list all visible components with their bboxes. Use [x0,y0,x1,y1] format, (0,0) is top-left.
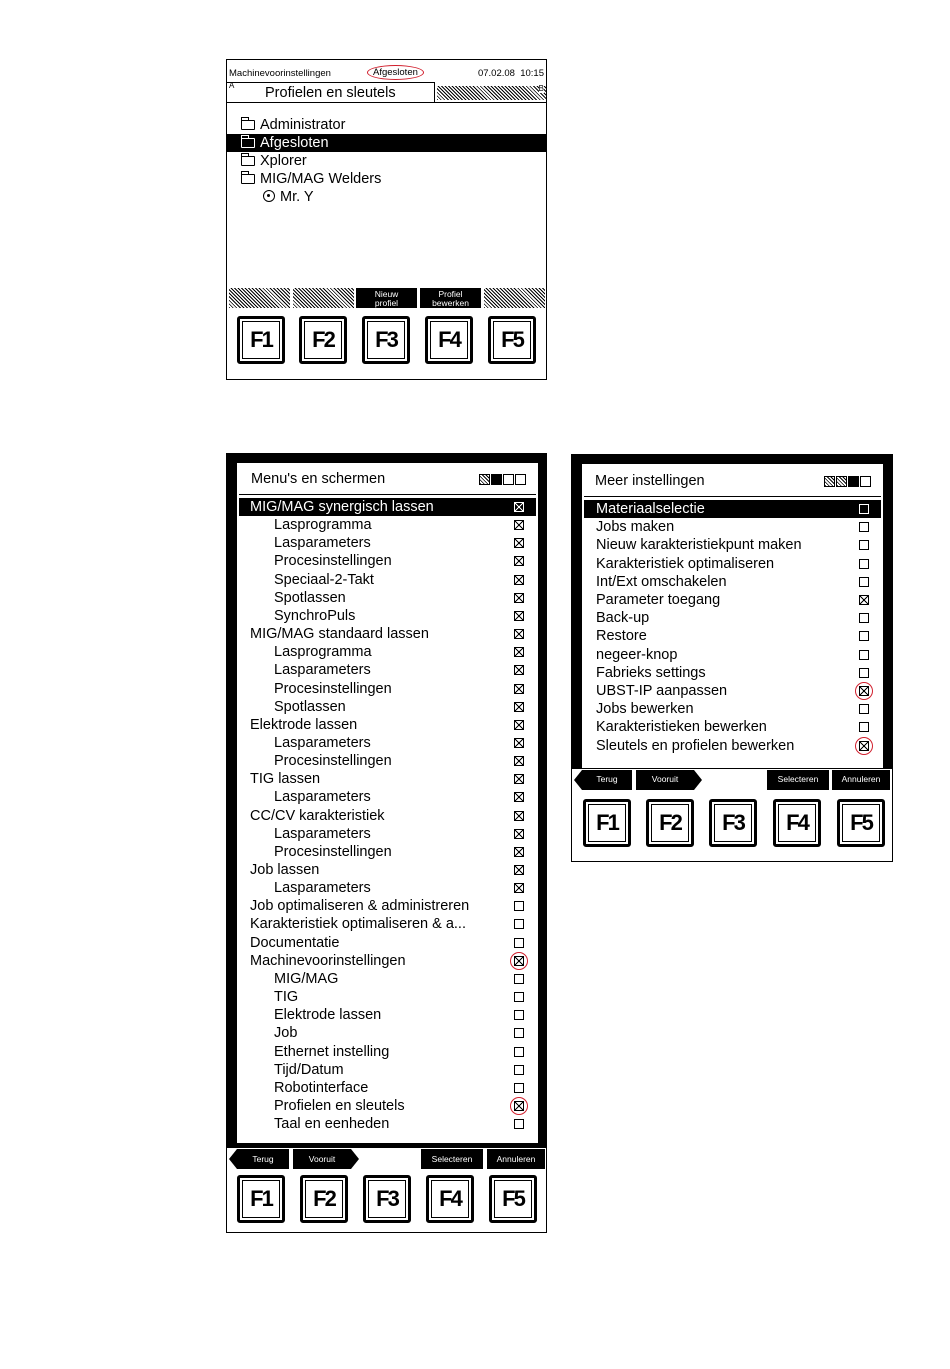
page-progress [478,474,526,485]
checkbox[interactable] [514,901,524,911]
list-item-label: Sleutels en profielen bewerken [596,737,795,754]
page-progress [823,476,871,487]
softkey-label: Vooruit [651,774,679,784]
highlight-ring [510,952,528,970]
folder-icon [241,138,255,148]
list-item-label: Profielen en sleutels [274,1097,405,1114]
list-item-label: Elektrode lassen [250,716,358,733]
list-item[interactable] [584,646,881,664]
tree-item-label: Mr. Y [280,189,314,205]
checkbox[interactable] [859,504,869,514]
list-item-label: Spotlassen [274,698,346,715]
list-item-label: Procesinstellingen [274,680,392,697]
tab-letter-a: A [229,81,235,90]
list-item[interactable] [239,1061,536,1079]
softkey-label: Nieuw profiel [374,289,399,308]
list-item-label: Procesinstellingen [274,843,392,860]
list-item[interactable] [239,952,536,970]
function-key-f5[interactable]: F5 [837,799,885,847]
softkey-1[interactable] [237,1149,289,1169]
softkey-bar [227,288,546,308]
checkbox-checked[interactable] [514,720,524,730]
list-item-label: Int/Ext omschakelen [596,573,727,590]
list-item-label: Lasparameters [274,789,371,806]
checkbox-checked[interactable] [514,502,524,512]
list-item-label: Restore [596,628,647,645]
list-item-label: Job [274,1025,298,1042]
profiles-panel [226,59,547,380]
list-item[interactable] [239,915,536,933]
softkey-2[interactable] [636,770,694,790]
list-item[interactable] [239,698,536,716]
checkbox[interactable] [514,1028,524,1038]
function-key-f2[interactable]: F2 [299,316,347,364]
checkbox[interactable] [514,974,524,984]
checkbox-checked[interactable] [514,665,524,675]
softkey-label: Annuleren [841,774,881,784]
folder-open-icon [241,174,255,184]
title-divider [584,496,881,497]
checkbox[interactable] [514,1010,524,1020]
list-item-label: negeer-knop [596,646,678,663]
list-item[interactable] [239,843,536,861]
tab-row [227,82,546,103]
menus-screen [236,462,539,1144]
list-item[interactable] [239,1115,536,1133]
checkbox[interactable] [859,704,869,714]
list-item-label: Parameter toegang [596,592,721,608]
list-item-label: TIG [274,989,299,1006]
list-item[interactable] [239,934,536,952]
function-key-f4[interactable]: F4 [426,1175,474,1223]
list-item[interactable] [584,718,881,736]
list-item-label: Lasparameters [274,825,371,842]
checkbox[interactable] [514,919,524,929]
list-item[interactable] [239,770,536,788]
list-item-label: Back-up [596,610,650,627]
progress-box [515,474,526,485]
softkey-3[interactable] [356,288,417,308]
tab-title: Profielen en sleutels [265,85,396,101]
progress-box [479,474,490,485]
list-item[interactable] [239,552,536,570]
tree-item[interactable] [227,152,546,170]
menus-panel [226,453,547,1233]
checkbox[interactable] [859,650,869,660]
profile-tree [227,116,546,206]
list-item[interactable] [239,752,536,770]
list-item[interactable] [584,664,881,682]
checkbox[interactable] [514,938,524,948]
list-item-label: Jobs maken [596,519,675,536]
softkey-2[interactable] [293,1149,351,1169]
checkbox-checked[interactable] [514,811,524,821]
list-item[interactable] [584,591,881,609]
menus-list [239,498,536,1138]
list-item-label: Robotinterface [274,1079,369,1096]
tree-item[interactable] [227,188,546,206]
function-key-f5[interactable]: F5 [488,316,536,364]
list-item[interactable] [239,970,536,988]
more-settings-list [584,500,881,766]
list-item[interactable] [584,737,881,755]
list-item[interactable] [584,555,881,573]
more-settings-screen [581,463,884,769]
softkey-label: Annuleren [496,1154,536,1164]
checkbox-checked[interactable] [514,883,524,893]
list-item[interactable] [239,1079,536,1097]
list-item[interactable] [239,1024,536,1042]
title-divider [239,494,536,495]
checkbox[interactable] [859,722,869,732]
function-key-f3[interactable]: F3 [709,799,757,847]
checkbox-checked[interactable] [514,756,524,766]
checkbox[interactable] [859,540,869,550]
user-key-icon [263,190,275,202]
list-item-label: SynchroPuls [274,607,356,624]
progress-box [836,476,847,487]
list-item[interactable] [239,1097,536,1115]
list-item[interactable] [239,1006,536,1024]
list-item-label: Procesinstellingen [274,553,392,570]
list-item-label: Taal en eenheden [274,1116,390,1133]
function-key-f1[interactable]: F1 [237,316,285,364]
tree-item[interactable] [227,116,546,134]
function-key-f2[interactable]: F2 [300,1175,348,1223]
list-item[interactable] [239,680,536,698]
list-item[interactable] [239,807,536,825]
list-item-label: Machinevoorinstellingen [250,952,406,969]
checkbox-checked[interactable] [514,865,524,875]
list-item-label: Fabrieks settings [596,664,706,681]
tree-item-label: Administrator [260,117,346,133]
checkbox-checked[interactable] [514,829,524,839]
checkbox[interactable] [514,992,524,1002]
checkbox[interactable] [514,1047,524,1057]
list-item-label: Spotlassen [274,589,346,606]
softkey-4[interactable] [421,1149,483,1169]
checkbox-checked[interactable] [514,556,524,566]
list-item-label: Tijd/Datum [274,1061,344,1078]
list-item[interactable] [584,573,881,591]
softkey-5[interactable] [484,288,545,308]
tab-letter-b: B [538,84,544,93]
tree-item-label: MIG/MAG Welders [260,171,382,187]
list-item[interactable] [239,571,536,589]
list-item-label: Lasparameters [274,535,371,552]
function-key-f2[interactable]: F2 [646,799,694,847]
function-key-f4[interactable]: F4 [773,799,821,847]
function-key-f5[interactable]: F5 [489,1175,537,1223]
checkbox[interactable] [859,522,869,532]
list-item[interactable] [239,734,536,752]
checkbox[interactable] [859,668,869,678]
list-item[interactable] [239,861,536,879]
list-item-label: Lasparameters [274,880,371,897]
list-item[interactable] [584,518,881,536]
softkey-5[interactable] [487,1149,545,1169]
list-item[interactable] [584,682,881,700]
function-key-f4[interactable]: F4 [425,316,473,364]
checkbox-checked[interactable] [514,847,524,857]
function-key-f1[interactable]: F1 [237,1175,285,1223]
checkbox[interactable] [859,577,869,587]
list-item-label: Karakteristieken bewerken [596,719,767,736]
progress-box [824,476,835,487]
list-item[interactable] [239,788,536,806]
softkey-label: Terug [596,774,618,784]
tree-item[interactable] [227,170,546,188]
list-item-label: Jobs bewerken [596,701,694,718]
list-item-label: TIG lassen [250,771,321,788]
list-item-label: Lasparameters [274,734,371,751]
more-settings-panel [571,454,893,862]
softkey-label: Terug [252,1154,274,1164]
checkbox-checked[interactable] [514,647,524,657]
list-item[interactable] [584,609,881,627]
folder-icon [241,120,255,130]
list-item-label: MIG/MAG [274,970,339,987]
list-item[interactable] [239,1043,536,1061]
menus-title: Menu's en schermen [251,471,386,487]
list-item[interactable] [239,589,536,607]
function-key-f1[interactable]: F1 [583,799,631,847]
list-item-label: MIG/MAG synergisch lassen [250,499,434,515]
list-item-label: Karakteristiek optimaliseren & a... [250,916,466,933]
list-item[interactable] [584,700,881,718]
list-item-label: Lasprogramma [274,517,372,534]
softkey-label: Selecteren [431,1154,473,1164]
header-title: Machinevoorinstellingen [229,68,331,79]
more-settings-title: Meer instellingen [595,473,705,489]
list-item-label: Elektrode lassen [274,1007,382,1024]
list-item-label: CC/CV karakteristiek [250,807,385,824]
softkey-5[interactable] [832,770,890,790]
progress-box [848,476,859,487]
list-item[interactable] [239,897,536,915]
list-item-label: Ethernet instelling [274,1043,390,1060]
list-item-label: Procesinstellingen [274,753,392,770]
list-item[interactable] [239,716,536,734]
checkbox-checked[interactable] [859,595,869,605]
checkbox[interactable] [859,631,869,641]
checkbox-checked[interactable] [514,792,524,802]
softkey-bar [572,770,892,790]
list-item[interactable] [584,536,881,554]
list-item[interactable] [239,607,536,625]
checkbox-checked[interactable] [514,593,524,603]
list-item[interactable] [239,643,536,661]
progress-box [491,474,502,485]
list-item[interactable] [239,661,536,679]
list-item-label: Job optimaliseren & administreren [250,898,470,915]
tab-profiles[interactable] [227,82,435,102]
header-status: Afgesloten [367,65,424,80]
list-item-label: Nieuw karakteristiekpunt maken [596,537,802,554]
checkbox-checked[interactable] [514,684,524,694]
header-datetime: 07.02.08 10:15 [477,68,544,79]
tab-b[interactable] [437,86,546,100]
list-item-label: Karakteristiek optimaliseren [596,555,775,572]
checkbox[interactable] [514,1119,524,1129]
list-item-label: UBST-IP aanpassen [596,683,728,699]
softkey-3[interactable] [702,770,762,790]
list-item[interactable] [239,825,536,843]
softkey-1[interactable] [582,770,632,790]
checkbox[interactable] [514,1083,524,1093]
list-item-label: Lasparameters [274,662,371,679]
softkey-bar [227,1149,546,1169]
list-item[interactable] [239,879,536,897]
checkbox-checked[interactable] [514,774,524,784]
list-item[interactable] [239,625,536,643]
checkbox-checked[interactable] [514,520,524,530]
softkey-3[interactable] [357,1149,417,1169]
list-item-label: Speciaal-2-Takt [274,571,374,588]
checkbox[interactable] [859,613,869,623]
softkey-label: Profiel bewerken [432,289,469,308]
softkey-label: Selecteren [777,774,819,784]
softkey-label: Vooruit [308,1154,336,1164]
highlight-ring [510,1097,528,1115]
folder-icon [241,156,255,166]
list-item-label: MIG/MAG standaard lassen [250,626,429,643]
progress-box [503,474,514,485]
checkbox-checked[interactable] [514,611,524,621]
list-item[interactable] [584,627,881,645]
function-key-f3[interactable]: F3 [363,1175,411,1223]
list-item-label: Job lassen [250,862,320,878]
tree-item-label: Xplorer [260,153,307,169]
list-item[interactable] [584,500,881,518]
list-item[interactable] [239,498,536,516]
checkbox-checked[interactable] [514,738,524,748]
checkbox-checked[interactable] [514,702,524,712]
function-key-f3[interactable]: F3 [362,316,410,364]
softkey-1[interactable] [229,288,290,308]
softkey-2[interactable] [293,288,354,308]
softkey-4[interactable] [767,770,829,790]
list-item-label: Lasprogramma [274,644,372,661]
checkbox[interactable] [859,559,869,569]
softkey-4[interactable] [420,288,481,308]
list-item[interactable] [239,516,536,534]
checkbox-checked[interactable] [514,538,524,548]
list-item-label: Documentatie [250,934,340,951]
tree-item[interactable] [227,134,546,152]
highlight-ring [855,737,873,755]
checkbox[interactable] [514,1065,524,1075]
checkbox-checked[interactable] [514,575,524,585]
checkbox-checked[interactable] [514,629,524,639]
status-header [229,68,544,82]
tree-item-label: Afgesloten [260,135,329,151]
progress-box [860,476,871,487]
highlight-ring [855,682,873,700]
list-item-label: Materiaalselectie [596,501,705,517]
list-item[interactable] [239,988,536,1006]
list-item[interactable] [239,534,536,552]
